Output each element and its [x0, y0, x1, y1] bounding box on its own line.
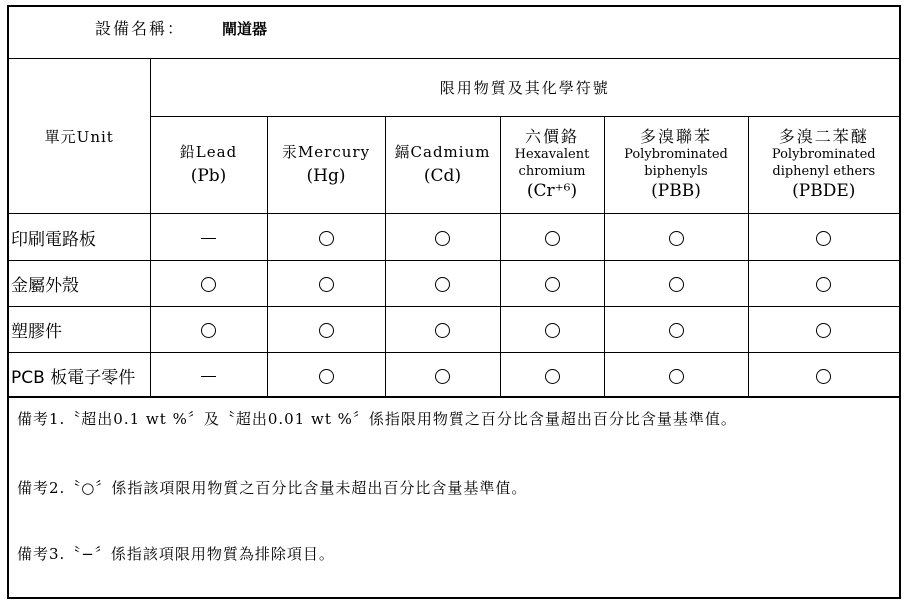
substance-status-cell — [150, 214, 267, 261]
circle-mark-icon — [669, 231, 684, 246]
circle-mark-icon — [435, 277, 450, 292]
substance-name: 鉛Lead — [179, 143, 238, 161]
substance-status-cell — [385, 353, 500, 398]
substance-name: 多溴二苯醚 — [778, 127, 869, 147]
substance-name: 多溴聯苯 — [639, 127, 712, 147]
substance-status-cell — [604, 261, 748, 307]
table-row — [9, 214, 899, 261]
unit-header: 單元Unit — [9, 59, 150, 214]
note-3: 備考3.〝−〞係指該項限用物質為排除項目。 — [17, 545, 335, 563]
circle-mark-icon — [319, 277, 334, 292]
substance-symbol: (PBDE) — [792, 181, 856, 202]
substance-status-cell — [500, 307, 604, 353]
circle-mark-icon — [816, 277, 831, 292]
substance-status-cell — [150, 261, 267, 307]
substance-header-mercury — [267, 117, 385, 214]
substance-english: Polybrominated biphenyls — [624, 147, 728, 180]
substance-status-cell — [267, 353, 385, 398]
substance-symbol: (PBB) — [651, 181, 701, 202]
circle-mark-icon — [435, 369, 450, 384]
dash-mark-icon — [201, 238, 216, 239]
table-row — [9, 353, 899, 398]
part-name: 塑膠件 — [9, 307, 150, 353]
part-name: PCB 板電子零件 — [9, 353, 150, 398]
circle-mark-icon — [669, 323, 684, 338]
substance-status-cell — [748, 261, 899, 307]
substance-status-cell — [385, 261, 500, 307]
substance-symbol: (Cd) — [423, 165, 462, 186]
substance-status-cell — [604, 214, 748, 261]
substance-name: 六價鉻 — [524, 127, 579, 147]
substance-name: 汞Mercury — [281, 143, 371, 161]
substance-header-cadmium — [385, 117, 500, 214]
equipment-name-row — [9, 7, 899, 59]
substance-status-cell — [500, 353, 604, 398]
part-name: 印刷電路板 — [9, 214, 150, 261]
restricted-substances-table — [9, 58, 899, 398]
substance-symbol: (Pb) — [190, 165, 227, 186]
circle-mark-icon — [435, 231, 450, 246]
rohs-declaration-frame — [7, 5, 901, 599]
note-1: 備考1.〝超出0.1 wt %〞及〝超出0.01 wt %〞係指限用物質之百分比含量超出百分比含量基準值。 — [17, 410, 737, 428]
substance-status-cell — [385, 307, 500, 353]
circle-mark-icon — [816, 323, 831, 338]
substance-status-cell — [267, 261, 385, 307]
substance-status-cell — [748, 214, 899, 261]
substance-header-pbde — [748, 117, 899, 214]
substance-symbol: (Hg) — [306, 165, 346, 186]
circle-mark-icon — [319, 231, 334, 246]
table-row — [9, 307, 899, 353]
substance-status-cell — [500, 261, 604, 307]
circle-mark-icon — [545, 231, 560, 246]
substance-header-pbb — [604, 117, 748, 214]
circle-mark-icon — [816, 231, 831, 246]
substance-english: Hexavalent chromium — [514, 147, 590, 180]
notes-section — [9, 396, 899, 597]
substance-header-hexavalent-chromium — [500, 117, 604, 214]
substance-status-cell — [748, 353, 899, 398]
substance-status-cell — [150, 307, 267, 353]
substance-english: Polybrominated diphenyl ethers — [771, 147, 876, 180]
part-name: 金屬外殼 — [9, 261, 150, 307]
circle-mark-icon — [319, 369, 334, 384]
circle-mark-icon — [435, 323, 450, 338]
circle-mark-icon — [319, 323, 334, 338]
substance-status-cell — [385, 214, 500, 261]
substance-symbol: (Cr⁺⁶) — [526, 181, 578, 202]
dash-mark-icon — [201, 376, 216, 377]
substance-status-cell — [150, 353, 267, 398]
substance-status-cell — [604, 307, 748, 353]
circle-mark-icon — [816, 369, 831, 384]
equipment-name-label: 設備名稱： — [95, 19, 186, 38]
substance-status-cell — [500, 214, 604, 261]
circle-mark-icon — [545, 369, 560, 384]
substance-status-cell — [267, 307, 385, 353]
substances-group-header: 限用物質及其化學符號 — [150, 59, 899, 117]
substance-status-cell — [748, 307, 899, 353]
substance-header-lead — [150, 117, 267, 214]
circle-mark-icon — [201, 277, 216, 292]
substance-name: 鎘Cadmium — [394, 143, 491, 161]
circle-mark-icon — [669, 369, 684, 384]
circle-mark-icon — [545, 323, 560, 338]
substance-status-cell — [604, 353, 748, 398]
substance-status-cell — [267, 214, 385, 261]
note-2: 備考2.〝○〞係指該項限用物質之百分比含量未超出百分比含量基準值。 — [17, 479, 528, 497]
circle-mark-icon — [201, 323, 216, 338]
circle-mark-icon — [669, 277, 684, 292]
circle-mark-icon — [545, 277, 560, 292]
table-row — [9, 261, 899, 307]
equipment-name-value: 閘道器 — [222, 20, 268, 38]
